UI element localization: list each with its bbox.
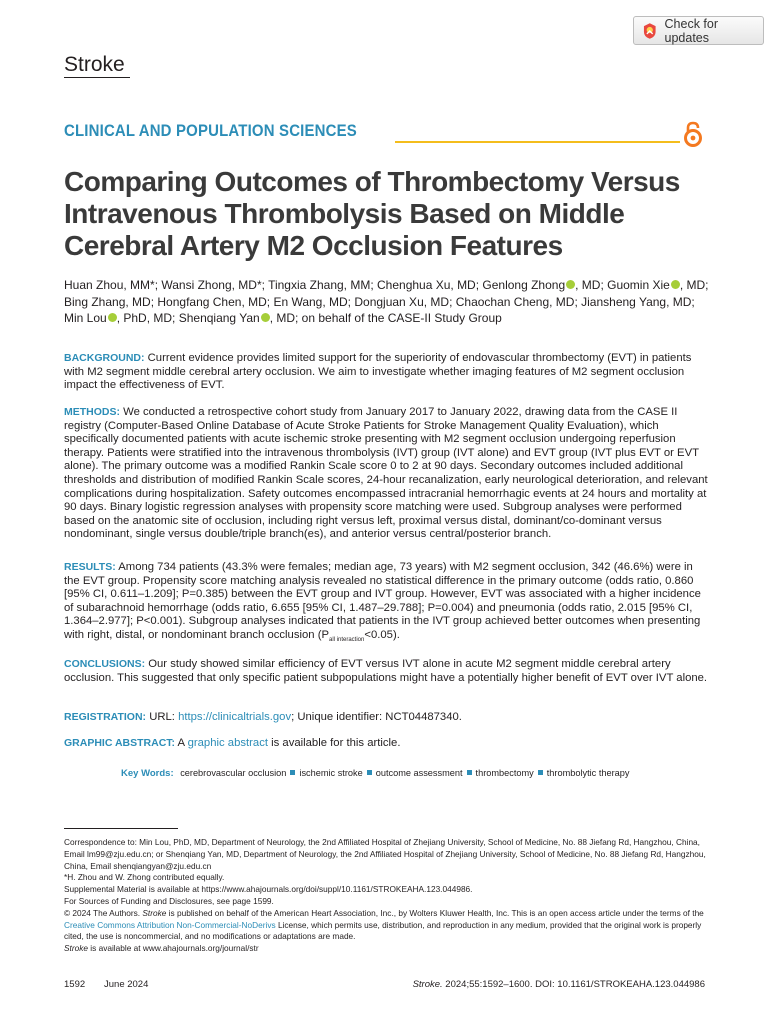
methods-text: We conducted a retrospective cohort study from January 2017 to January 2022, drawing data from the CASE II registry (Computer-Based Online Database of Acute Stroke Patients for Stroke Management Quality Evaluation), which specifically documented patients with acute ischemic stroke presenting with M2 segment occlusion undergoing reperfusion therapy. Patients were stratified into the intravenous thrombolysis (IVT) group (IVT alone) and EVT group (IVT plus EVT or EVT alone). The primary outcome was a modified Rankin Scale score 0 to 2 at 90 days. Secondary outcomes included additional thresholds and distribution of modified Rankin Scale scores, 24-hour recanalization, early neurological deterioration, and relevant complications during hospitalization. Safety outcomes encompassed intracranial hemorrhagic events at 24 hours and mortality at 90 days. Binary logistic regression analyses with propensity score matching were used. Subgroup analyses were performed based on the anatomic site of occlusion, including right versus left, proximal versus distal, dominant/co-dominant versus nondominant, single versus double/triple branch(es), and anterior versus central/posterior branch. — [64, 406, 708, 541]
journal-name: Stroke — [64, 53, 125, 76]
abstract-graphic — [64, 737, 710, 751]
keyword-item: thrombolytic therapy — [546, 768, 630, 778]
keyword-item: thrombectomy — [475, 768, 534, 778]
orcid-icon[interactable] — [566, 280, 575, 289]
results-subscript: all interaction — [329, 636, 365, 643]
keywords — [121, 768, 629, 779]
copyright-journal: Stroke — [142, 907, 167, 918]
section-heading: CLINICAL AND POPULATION SCIENCES — [64, 121, 357, 140]
graphic-post: is available for this article. — [267, 737, 401, 749]
citation-text: 2024;55:1592–1600. DOI: 10.1161/STROKEAHA.123.044986 — [442, 979, 705, 990]
citation — [413, 979, 705, 990]
bullet-square-icon — [367, 770, 372, 775]
copyright-text: © 2024 The Authors. — [64, 907, 143, 918]
bullet-square-icon — [467, 770, 472, 775]
availability-note — [64, 943, 710, 955]
author-text: , MD; Guomin Xie — [575, 278, 670, 292]
check-for-updates-label: Check for updates — [664, 16, 719, 45]
issue-date: June 2024 — [104, 979, 149, 990]
bullet-square-icon — [538, 770, 543, 775]
correspondence-note: Correspondence to: Min Lou, PhD, MD, Department of Neurology, the 2nd Affiliated Hospital of Zhejiang University, School of Medicine, No. 88 Jiefang Rd, Hangzhou, China, Email lm99@zju.edu.cn; or Shenqiang Yan, MD, Department of Neurology, the 2nd Affiliated Hospital of Zhejiang University, School of Medicine, No. 88 Jiefang Rd, Hangzhou, China, Email shenqiangyan@zju.edu.cn — [64, 837, 706, 871]
keyword-item: ischemic stroke — [299, 768, 363, 778]
clinicaltrials-link[interactable]: https://clinicaltrials.gov — [178, 711, 292, 723]
conclusions-text: Our study showed similar efficiency of EVT versus IVT alone in acute M2 segment middle cerebral artery occlusion. This suggested that only specific patient subpopulations might have a potentially higher benefit of EVT over IVT alone. — [64, 658, 708, 684]
keywords-heading: Key Words: — [121, 768, 174, 779]
author-text: Bing Zhang, MD; Hongfang Chen, MD; En Wang, MD; Dongjuan Xu, MD; Chaochan Cheng, MD; Jiansheng Yang, MD; — [64, 294, 695, 309]
registration-post: ; Unique identifier: NCT04487340. — [291, 711, 462, 723]
crossmark-icon — [642, 22, 658, 40]
background-heading: BACKGROUND: — [64, 352, 145, 364]
equal-contribution-note: *H. Zhou and W. Zhong contributed equally. — [64, 872, 225, 883]
funding-note: For Sources of Funding and Disclosures, see page 1599. — [64, 895, 274, 906]
journal-underline — [64, 77, 130, 78]
orcid-icon[interactable] — [261, 313, 270, 322]
bullet-square-icon — [290, 770, 295, 775]
graphic-abstract-link[interactable]: graphic abstract — [187, 737, 268, 749]
author-text: Min Lou — [64, 311, 107, 325]
article-title: Comparing Outcomes of Thrombectomy Versus Intravenous Thrombolysis Based on Middle Cerebral Artery M2 Occlusion Features — [64, 166, 680, 261]
section-rule — [395, 141, 680, 143]
author-text: , PhD, MD; Shenqiang Yan — [116, 311, 260, 325]
graphic-pre: A — [175, 737, 188, 749]
author-text: , MD; — [679, 278, 709, 292]
abstract-methods — [64, 406, 710, 542]
author-text: , MD; on behalf of the CASE-II Study Group — [269, 311, 502, 325]
availability-text: is available at www.ahajournals.org/journal/str — [87, 943, 259, 954]
graphic-heading: GRAPHIC ABSTRACT: — [64, 737, 176, 749]
author-list — [64, 277, 714, 327]
background-text: Current evidence provides limited support for the superiority of endovascular thrombectomy (EVT) in patients with M2 segment middle cerebral artery occlusion. We aim to investigate whether imaging features of M2 segment occlusion impact the effectiveness of EVT. — [64, 352, 692, 392]
abstract-registration — [64, 711, 710, 725]
copyright-text: is published on behalf of the American Heart Association, Inc., by Wolters Kluwer Health, Inc. This is an open access article under the terms of the — [166, 907, 704, 918]
abstract-background — [64, 352, 710, 393]
abstract-results — [64, 561, 710, 648]
copyright-note — [64, 908, 710, 943]
registration-heading: REGISTRATION: — [64, 711, 147, 723]
results-text: Among 734 patients (43.3% were females; median age, 73 years) with M2 segment occlusion, 342 (46.6%) were in the EVT group. Propensity score matching analysis revealed no statistical difference in the primary outcome (odds ratio, 0.860 [95% CI, 0.611–1.209]; P=0.385) between the EVT group and IVT group. However, EVT was associated with a higher incidence of subarachnoid hemorrhage (odds ratio, 6.655 [95% CI, 1.487–29.788]; P=0.004) and pneumonia (odds ratio, 2.015 [95% CI, 1.364–2.977]; P<0.001). Subgroup analyses indicated that patients in the IVT group achieved better outcomes when presenting with right, distal, or nondominant branch occlusion (P — [64, 561, 701, 641]
supplemental-note: Supplemental Material is available at https://www.ahajournals.org/doi/suppl/10.1161/STROKEAHA.123.044986. — [64, 884, 473, 895]
abstract-conclusions — [64, 658, 710, 685]
results-tail: <0.05). — [364, 628, 400, 641]
methods-heading: METHODS: — [64, 406, 120, 418]
citation-journal: Stroke. — [412, 979, 443, 990]
check-for-updates-button[interactable] — [633, 16, 764, 45]
results-heading: RESULTS: — [64, 561, 116, 573]
license-link[interactable]: Creative Commons Attribution Non-Commercial-NoDerivs — [64, 919, 276, 930]
copyright-text: License, which permits use, distribution, and reproduction in any medium, provided that the original work is properly cited, the use is noncommercial, and no modifications or adaptations are made. — [64, 919, 702, 942]
conclusions-heading: CONCLUSIONS: — [64, 658, 146, 670]
orcid-icon[interactable] — [671, 280, 680, 289]
orcid-icon[interactable] — [108, 313, 117, 322]
footnotes — [64, 837, 710, 955]
author-text: Huan Zhou, MM*; Wansi Zhong, MD*; Tingxia Zhang, MM; Chenghua Xu, MD; Genlong Zhong — [64, 278, 566, 292]
availability-journal: Stroke — [64, 943, 88, 954]
page-number: 1592 — [64, 979, 86, 990]
footnote-rule — [64, 828, 178, 829]
registration-pre: URL: — [146, 711, 179, 723]
keyword-item: cerebrovascular occlusion — [180, 768, 287, 778]
open-access-icon — [682, 121, 704, 147]
keyword-item: outcome assessment — [375, 768, 463, 778]
